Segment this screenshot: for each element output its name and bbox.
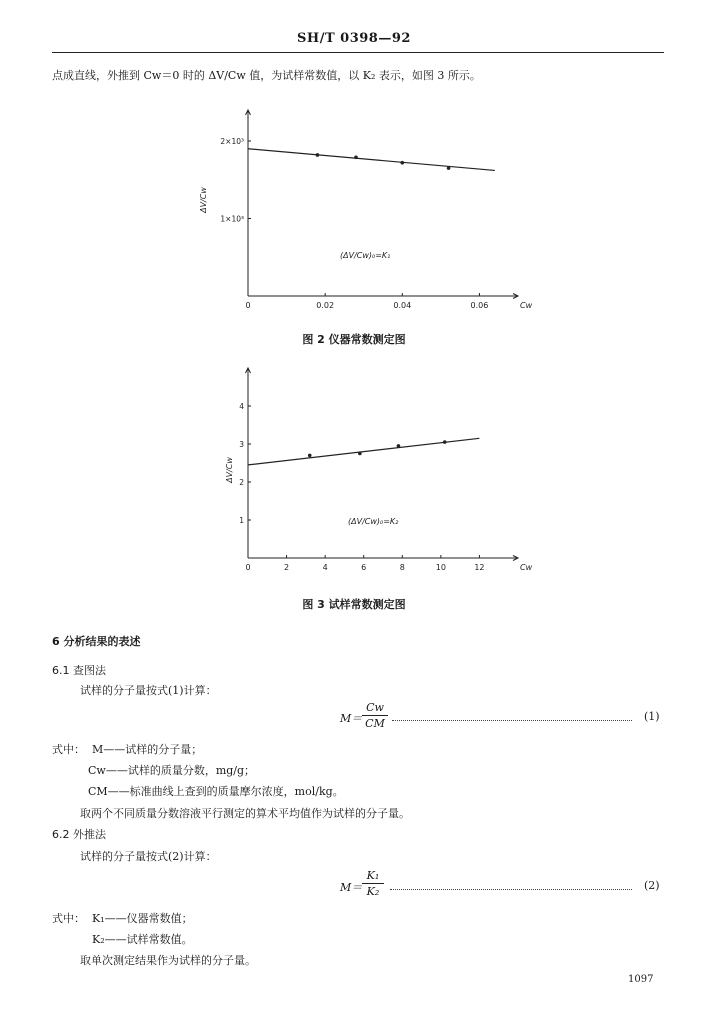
eq1-numerator: Cw xyxy=(366,701,384,714)
eq2-fraction xyxy=(362,869,384,898)
y-tick-label: 4 xyxy=(239,402,244,411)
section-6-2-intro: 试样的分子量按式(2)计算： xyxy=(80,850,217,863)
x-tick-label: 0.02 xyxy=(316,301,335,310)
standard-code: SH/T 0398—92 xyxy=(297,31,411,46)
data-point xyxy=(308,454,312,458)
data-point xyxy=(354,155,358,159)
x-axis-label: Cw xyxy=(520,563,533,572)
section-6-1-title: 6.1 查图法 xyxy=(52,664,106,677)
data-point xyxy=(316,153,320,157)
x-tick-label: 0.04 xyxy=(393,301,412,310)
data-point xyxy=(443,440,447,444)
figure-2-chart xyxy=(190,100,533,315)
where2-item: K₁——仪器常数值； xyxy=(92,912,193,925)
eq2-leader xyxy=(390,889,632,890)
eq1-number: (1) xyxy=(644,710,660,723)
section-6-1-note: 取两个不同质量分数溶液平行测定的算术平均值作为试样的分子量。 xyxy=(80,807,410,820)
where1-item: M——试样的分子量； xyxy=(92,743,203,756)
figure-3-chart xyxy=(210,360,533,580)
y-tick-label: 1×10³ xyxy=(220,214,244,224)
x-tick-label: 6 xyxy=(361,563,367,572)
y-axis-label: ΔV/Cw xyxy=(199,187,208,213)
where1-prefix: 式中： xyxy=(52,743,85,756)
y-tick-label: 1 xyxy=(239,516,244,525)
eq1-fraction xyxy=(362,701,388,730)
where2-item: K₂——试样常数值。 xyxy=(92,933,193,946)
eq2-number: (2) xyxy=(644,879,660,892)
data-point xyxy=(397,444,401,448)
where2-prefix: 式中： xyxy=(52,912,85,925)
chart-annotation: (ΔV/Cw)₀=K₂ xyxy=(348,517,399,526)
eq2-lhs: M＝ xyxy=(340,881,363,894)
chart-annotation: (ΔV/Cw)₀=K₁ xyxy=(340,251,391,260)
x-tick-label: 4 xyxy=(322,563,328,572)
eq1-denominator: CM xyxy=(365,717,385,730)
section-6-title: 6 分析结果的表述 xyxy=(52,635,141,648)
x-tick-label: 2 xyxy=(284,563,290,572)
x-axis-label: Cw xyxy=(520,301,533,310)
data-point xyxy=(447,166,451,170)
y-tick-label: 2×10³ xyxy=(220,137,244,146)
x-tick-label: 0 xyxy=(245,301,251,310)
x-tick-label: 0.06 xyxy=(470,301,489,310)
x-tick-label: 0 xyxy=(245,563,251,572)
section-6-2-title: 6.2 外推法 xyxy=(52,828,106,841)
eq1-lhs: M＝ xyxy=(340,712,363,725)
header-rule xyxy=(52,52,664,53)
eq2-denominator: K₂ xyxy=(366,885,380,898)
fit-line xyxy=(248,149,495,171)
intro-paragraph: 点成直线，外推到 Cw＝0 时的 ΔV/Cw 值，为试样常数值，以 K₂ 表示，如图 3 所示。 xyxy=(52,69,481,82)
where1-item: Cw——试样的质量分数，mg/g； xyxy=(88,764,256,777)
figure-3-caption: 图 3 试样常数测定图 xyxy=(302,598,406,611)
data-point xyxy=(358,452,362,456)
y-axis-label: ΔV/Cw xyxy=(225,457,234,483)
where1-item: CM——标准曲线上查到的质量摩尔浓度，mol/kg。 xyxy=(88,785,344,798)
y-tick-label: 3 xyxy=(239,440,244,449)
x-tick-label: 8 xyxy=(399,563,405,572)
y-tick-label: 2 xyxy=(239,478,244,487)
figure-2-caption: 图 2 仪器常数测定图 xyxy=(302,333,406,346)
eq2-numerator: K₁ xyxy=(366,869,380,882)
eq1-leader xyxy=(392,720,632,721)
data-point xyxy=(400,161,404,165)
section-6-2-note: 取单次测定结果作为试样的分子量。 xyxy=(80,954,256,967)
section-6-1-intro: 试样的分子量按式(1)计算： xyxy=(80,684,217,697)
x-tick-label: 10 xyxy=(435,563,446,572)
page-number: 1097 xyxy=(628,974,654,985)
x-tick-label: 12 xyxy=(474,563,485,572)
